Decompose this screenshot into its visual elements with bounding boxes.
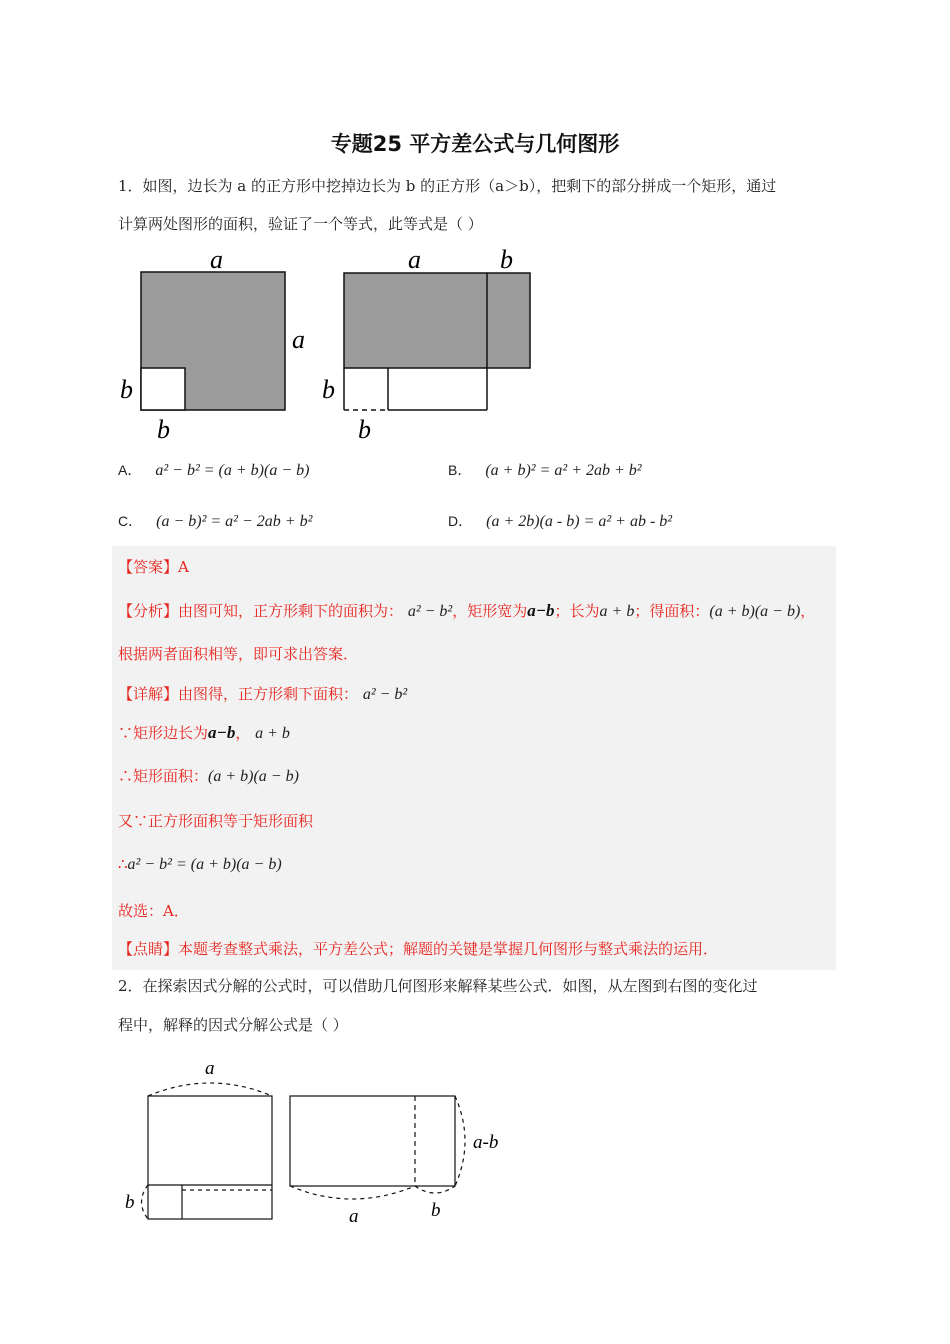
q1-stem-line2: 计算两处图形的面积，验证了一个等式，此等式是（ ） [118, 215, 483, 233]
detail-line4: 又∵正方形面积等于矩形面积 [118, 812, 314, 830]
rect-shaded-top [344, 273, 530, 368]
label-a-top: a [210, 245, 223, 274]
q2-rectangle [290, 1096, 455, 1186]
page-title: 专题25 平方差公式与几何图形 [330, 132, 620, 156]
q2-label-a-top: a [205, 1058, 215, 1079]
label-b-bottom: b [157, 415, 170, 444]
detail-line1: 【详解】由图得，正方形剩下面积： a² − b² [118, 685, 408, 703]
label-b-right-fig: b [500, 245, 513, 274]
option-a[interactable]: A． a² − b² = (a + b)(a − b) [118, 462, 310, 479]
label-a-right: a [292, 325, 305, 354]
q2-label-a-bottom: a [349, 1206, 359, 1227]
comment-line: 【点睛】本题考查整式乘法，平方差公式；解题的关键是掌握几何图形与整式乘法的运用． [118, 940, 719, 958]
detail-line6: 故选：A． [118, 902, 189, 920]
q2-stem-line1: 2．在探索因式分解的公式时，可以借助几何图形来解释某些公式．如图，从左图到右图的变化过 [118, 977, 758, 995]
label-b-left: b [120, 375, 133, 404]
q1-figure [110, 240, 550, 450]
option-c[interactable]: C． (a − b)² = a² − 2ab + b² [118, 513, 313, 530]
option-d[interactable]: D． (a + 2b)(a - b) = a² + ab - b² [448, 513, 673, 530]
q1-stem-line1: 1．如图，边长为 a 的正方形中挖掉边长为 b 的正方形（a＞b），把剩下的部分拼成一个矩形，通过 [118, 177, 777, 195]
label-b-right-left: b [322, 375, 335, 404]
q2-figure [115, 1050, 515, 1235]
label-b-right-bottom: b [358, 415, 371, 444]
option-b[interactable]: B． (a + b)² = a² + 2ab + b² [448, 462, 642, 479]
q2-big-square [148, 1096, 272, 1219]
analysis-line2: 根据两者面积相等，即可求出答案． [118, 645, 359, 663]
label-a-right-fig: a [408, 245, 421, 274]
detail-line3: ∴矩形面积：(a + b)(a − b) [118, 767, 299, 785]
answer-line: 【答案】A [118, 558, 189, 576]
q2-label-b-left: b [125, 1192, 135, 1213]
q2-stem-line2: 程中，解释的因式分解公式是（ ） [118, 1016, 348, 1034]
detail-line2: ∵矩形边长为a−b， a + b [118, 723, 290, 742]
removed-small-square [141, 368, 185, 410]
detail-line5: ∴a² − b² = (a + b)(a − b) [118, 855, 282, 873]
analysis-line1: 【分析】由图可知，正方形剩下的面积为： a² − b²，矩形宽为a−b；长为a + b；得面积：(a + b)(a − b)， [118, 601, 816, 620]
q2-label-amb: a-b [473, 1132, 499, 1153]
q2-label-b-bottom: b [431, 1200, 441, 1221]
